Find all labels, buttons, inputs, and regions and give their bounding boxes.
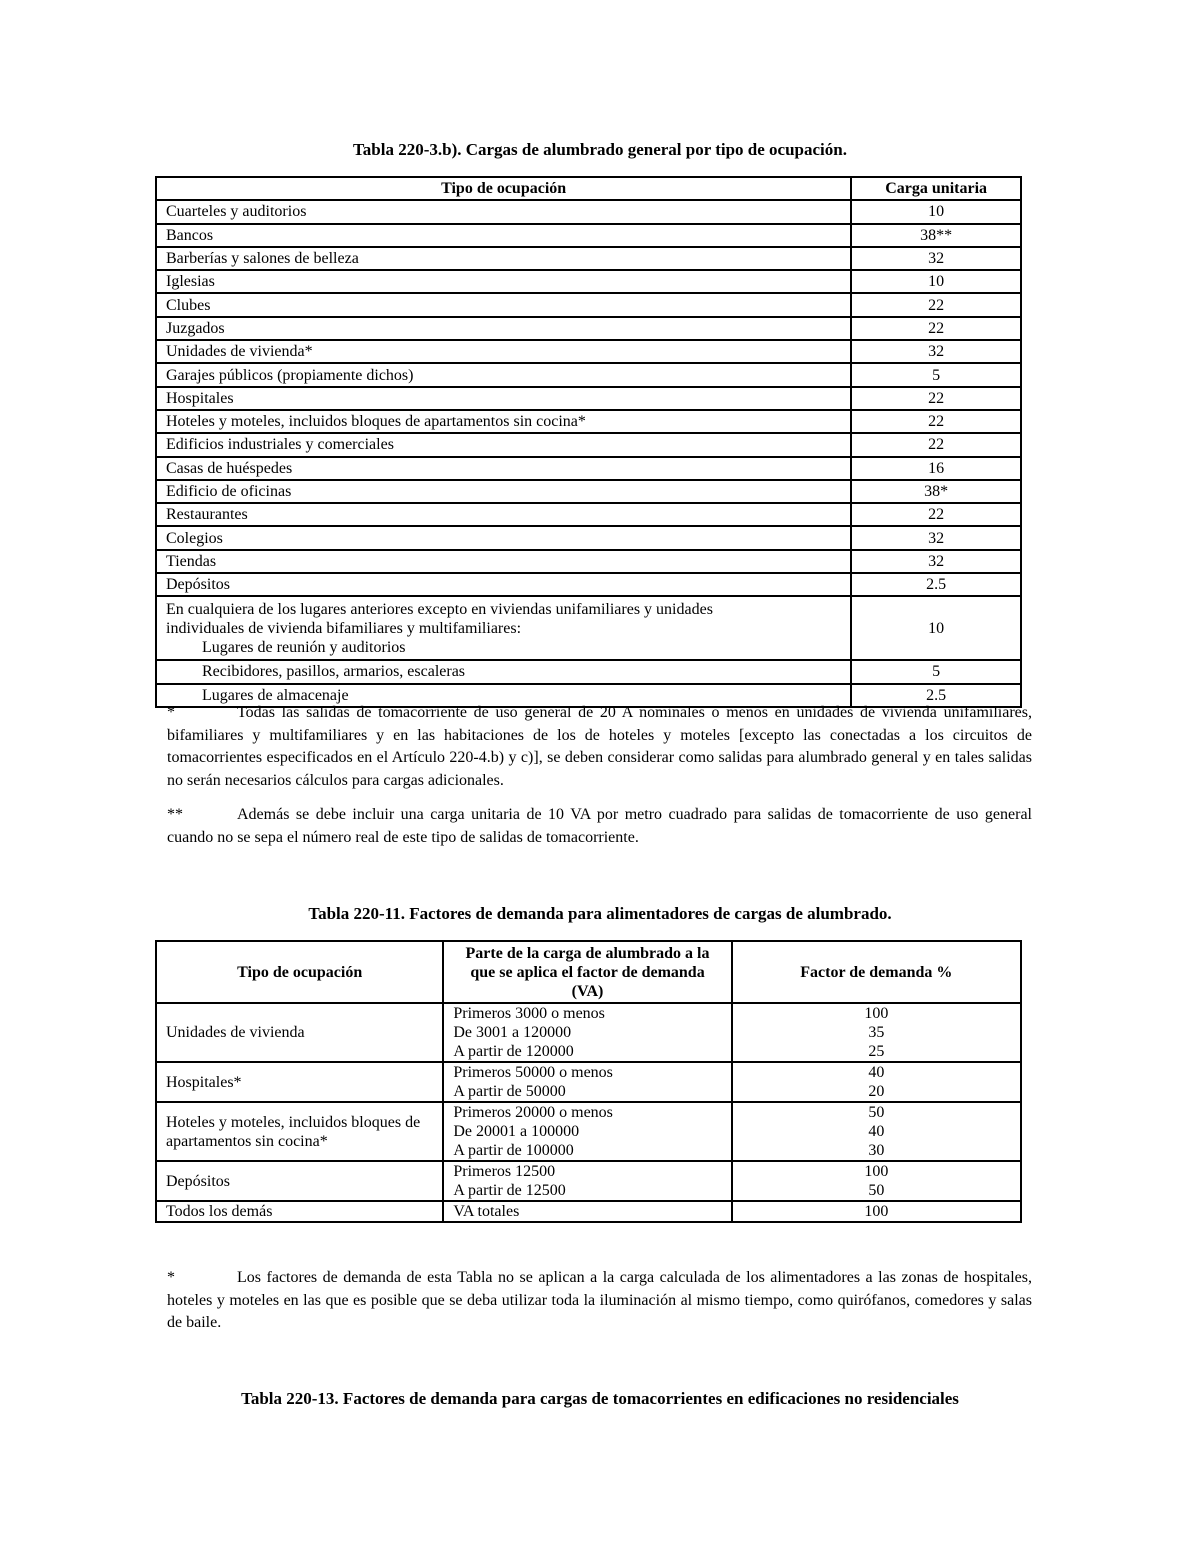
occupancy-type: Hospitales* xyxy=(156,1062,443,1102)
header-tipo: Tipo de ocupación xyxy=(156,177,851,200)
factor-line: 100 xyxy=(864,1005,889,1022)
table-row xyxy=(156,1102,1021,1161)
portion-line: A partir de 120000 xyxy=(453,1043,574,1060)
occupancy-type: Depósitos xyxy=(156,1161,443,1201)
occupancy-type: Garajes públicos (propiamente dichos) xyxy=(156,363,851,386)
unit-load: 5 xyxy=(851,660,1021,683)
table-220-11 xyxy=(155,940,1022,1223)
load-portion xyxy=(443,1161,731,1201)
portion-line: Primeros 50000 o menos xyxy=(453,1064,613,1081)
footnote-mark: * xyxy=(167,1269,175,1286)
unit-load: 10 xyxy=(851,200,1021,223)
table-header-row xyxy=(156,177,1021,200)
factor-line: 40 xyxy=(868,1064,885,1081)
occupancy-type: Hoteles y moteles, incluidos bloques de apartamentos sin cocina* xyxy=(156,1102,443,1161)
unit-load: 22 xyxy=(851,293,1021,316)
occupancy-type: Bancos xyxy=(156,224,851,247)
portion-line: A partir de 100000 xyxy=(453,1142,574,1159)
occupancy-type: Edificios industriales y comerciales xyxy=(156,433,851,456)
occupancy-type: Todos los demás xyxy=(156,1201,443,1222)
table-row xyxy=(156,457,1021,480)
table-row xyxy=(156,503,1021,526)
unit-load: 32 xyxy=(851,340,1021,363)
unit-load: 22 xyxy=(851,317,1021,340)
unit-load: 22 xyxy=(851,387,1021,410)
portion-line: De 20001 a 100000 xyxy=(453,1123,580,1140)
demand-factor xyxy=(732,1062,1021,1102)
load-portion xyxy=(443,1102,731,1161)
table-row xyxy=(156,224,1021,247)
table-row xyxy=(156,1161,1021,1201)
factor-line: 50 xyxy=(868,1104,885,1121)
table2-caption: Tabla 220-11. Factores de demanda para alimentadores de cargas de alumbrado. xyxy=(308,904,892,923)
footnote-text: Los factores de demanda de esta Tabla no se aplican a la carga calculada de los alimentadores a las zonas de hospitales, hoteles y moteles en las que es posible que se deba utilizar toda la iluminación al mismo tiempo, como quirófanos, comedores y salas de baile. xyxy=(167,1269,1032,1331)
header-carga: Carga unitaria xyxy=(851,177,1021,200)
table-row xyxy=(156,596,1021,660)
factor-line: 20 xyxy=(868,1083,885,1100)
factor-line: 40 xyxy=(868,1123,885,1140)
unit-load: 5 xyxy=(851,363,1021,386)
occupancy-type: Edificio de oficinas xyxy=(156,480,851,503)
unit-load: 22 xyxy=(851,433,1021,456)
factor-line: 100 xyxy=(864,1203,889,1220)
unit-load: 22 xyxy=(851,410,1021,433)
portion-line: Primeros 12500 xyxy=(453,1163,556,1180)
footnote-mark: ** xyxy=(167,806,183,823)
table-row xyxy=(156,200,1021,223)
table-row xyxy=(156,573,1021,596)
table-row xyxy=(156,1062,1021,1102)
row-line: En cualquiera de los lugares anteriores excepto en viviendas unifamiliares y unidades xyxy=(166,600,713,618)
demand-factor xyxy=(732,1161,1021,1201)
table-row xyxy=(156,433,1021,456)
portion-line: VA totales xyxy=(453,1203,520,1220)
load-portion xyxy=(443,1062,731,1102)
table-220-3b xyxy=(155,176,1022,708)
table-row xyxy=(156,550,1021,573)
table-row xyxy=(156,340,1021,363)
portion-line: A partir de 12500 xyxy=(453,1182,566,1199)
table-row xyxy=(156,1003,1021,1062)
occupancy-type: Tiendas xyxy=(156,550,851,573)
occupancy-type: Barberías y salones de belleza xyxy=(156,247,851,270)
table-row xyxy=(156,1201,1021,1222)
unit-load: 32 xyxy=(851,550,1021,573)
table3-caption: Tabla 220-13. Factores de demanda para cargas de tomacorrientes en edificaciones no residenciales xyxy=(241,1389,959,1408)
row-line: individuales de vivienda bifamiliares y multifamiliares: xyxy=(166,619,522,637)
header-parte: Parte de la carga de alumbrado a la que se aplica el factor de demanda (VA) xyxy=(443,941,731,1003)
table-row xyxy=(156,363,1021,386)
portion-line: A partir de 50000 xyxy=(453,1083,566,1100)
factor-line: 30 xyxy=(868,1142,885,1159)
unit-load: 10 xyxy=(851,270,1021,293)
table-row xyxy=(156,270,1021,293)
table-row xyxy=(156,293,1021,316)
factor-line: 35 xyxy=(868,1024,885,1041)
header-factor: Factor de demanda % xyxy=(732,941,1021,1003)
load-portion xyxy=(443,1003,731,1062)
table1-caption: Tabla 220-3.b). Cargas de alumbrado general por tipo de ocupación. xyxy=(353,140,847,159)
occupancy-type: Clubes xyxy=(156,293,851,316)
footnote-text: Todas las salidas de tomacorriente de uso general de 20 A nominales o menos en unidades de vivienda unifamiliares, bifamiliares y multifamiliares y en las habitaciones de los de hoteles y moteles [excepto las conectadas a los circuitos de tomacorrientes especificados en el Artículo 220-4.b) y c)], se deben considerar como salidas para alumbrado general y en tales salidas no serán necesarios cálculos para cargas adicionales. xyxy=(167,704,1032,789)
occupancy-type: Hospitales xyxy=(156,387,851,410)
table-header-row xyxy=(156,941,1021,1003)
demand-factor xyxy=(732,1201,1021,1222)
unit-load: 38* xyxy=(851,480,1021,503)
occupancy-type: Lugares de almacenaje xyxy=(156,684,851,707)
table-row xyxy=(156,410,1021,433)
occupancy-type: Depósitos xyxy=(156,573,851,596)
unit-load: 2.5 xyxy=(851,684,1021,707)
occupancy-type: Hoteles y moteles, incluidos bloques de apartamentos sin cocina* xyxy=(156,410,851,433)
occupancy-type: Cuarteles y auditorios xyxy=(156,200,851,223)
portion-line: Primeros 3000 o menos xyxy=(453,1005,605,1022)
unit-load: 38** xyxy=(851,224,1021,247)
factor-line: 100 xyxy=(864,1163,889,1180)
occupancy-type: Colegios xyxy=(156,526,851,549)
unit-load: 22 xyxy=(851,503,1021,526)
occupancy-type: Recibidores, pasillos, armarios, escaleras xyxy=(156,660,851,683)
occupancy-type: Iglesias xyxy=(156,270,851,293)
unit-load: 10 xyxy=(851,596,1021,660)
footnote-mark: * xyxy=(167,704,175,721)
demand-factor xyxy=(732,1003,1021,1062)
table-row xyxy=(156,526,1021,549)
unit-load: 32 xyxy=(851,247,1021,270)
occupancy-type xyxy=(156,596,851,660)
load-portion xyxy=(443,1201,731,1222)
footnote xyxy=(167,1267,1032,1335)
occupancy-type: Unidades de vivienda* xyxy=(156,340,851,363)
occupancy-type: Unidades de vivienda xyxy=(156,1003,443,1062)
factor-line: 50 xyxy=(868,1182,885,1199)
factor-line: 25 xyxy=(868,1043,885,1060)
unit-load: 32 xyxy=(851,526,1021,549)
portion-line: De 3001 a 120000 xyxy=(453,1024,572,1041)
portion-line: Primeros 20000 o menos xyxy=(453,1104,613,1121)
footnote xyxy=(167,804,1032,849)
demand-factor xyxy=(732,1102,1021,1161)
unit-load: 16 xyxy=(851,457,1021,480)
occupancy-type: Juzgados xyxy=(156,317,851,340)
occupancy-type: Casas de huéspedes xyxy=(156,457,851,480)
unit-load: 2.5 xyxy=(851,573,1021,596)
table-row xyxy=(156,247,1021,270)
table-row xyxy=(156,480,1021,503)
footnote-text: Además se debe incluir una carga unitaria de 10 VA por metro cuadrado para salidas de tomacorriente de uso general cuando no se sepa el número real de este tipo de salidas de tomacorriente. xyxy=(167,806,1032,846)
footnote xyxy=(167,702,1032,792)
header-tipo: Tipo de ocupación xyxy=(156,941,443,1003)
table-row xyxy=(156,317,1021,340)
row-line: Lugares de reunión y auditorios xyxy=(202,638,406,656)
table-row xyxy=(156,660,1021,683)
table-row xyxy=(156,387,1021,410)
occupancy-type: Restaurantes xyxy=(156,503,851,526)
